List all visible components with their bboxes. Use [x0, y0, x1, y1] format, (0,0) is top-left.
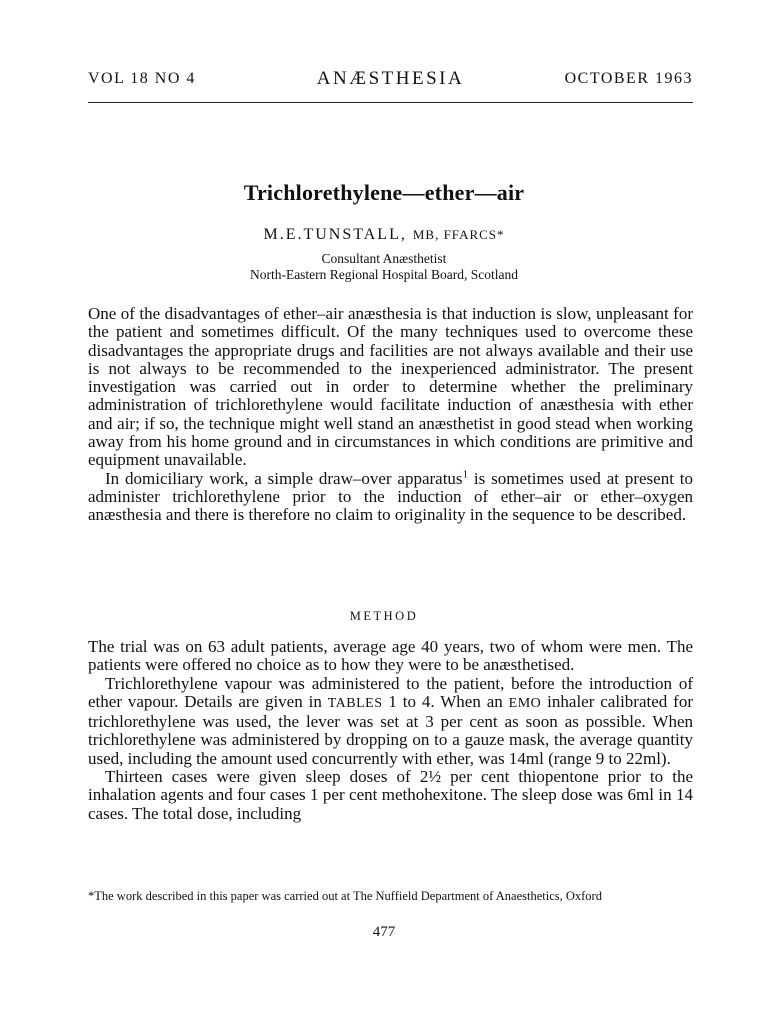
author-position: Consultant Anæsthetist — [321, 251, 447, 266]
author-degrees: MB, FFARCS* — [412, 227, 505, 242]
issue-date: OCTOBER 1963 — [564, 70, 693, 87]
intro-paragraph-2-text-a: In domiciliary work, a simple draw–over apparatus — [105, 468, 463, 488]
section-heading-method: METHOD — [349, 609, 419, 623]
intro-paragraph-1: One of the disadvantages of ether–air anæsthesia is that induction is slow, unpleasant for the patient and sometimes difficult. Of the many techniques used to overcome these disadvantages the appropriate drugs and facilities are not always available and their use is not always to be recommended to the inexperienced administrator. The present investigation was carried out in order to determine whether the preliminary administration of trichlorethylene would facilitate induction of anæsthesia with ether and air; if so, the technique might well stand an anæsthetist in good stead when working away from his home ground and in circumstances in which conditions are primitive and equipment unavailable. — [88, 304, 693, 470]
method-paragraph-3: Thirteen cases were given sleep doses of 2½ per cent thiopentone prior to the inhalation agents and four cases 1 per cent methohexitone. The sleep dose was 6ml in 14 cases. The total dose, including — [88, 767, 693, 823]
method-section — [88, 638, 693, 823]
page-number: 477 — [372, 924, 396, 940]
author-line — [0, 226, 768, 244]
reference-mark: 1 — [462, 468, 469, 481]
method-paragraph-2-text-b: 1 to 4. When an — [382, 691, 509, 711]
header-rule — [88, 102, 693, 103]
author-name: M.E.TUNSTALL, — [263, 226, 407, 243]
intro-paragraph-2 — [88, 470, 693, 525]
method-paragraph-1: The trial was on 63 adult patients, average age 40 years, two of whom were men. The patients were offered no choice as to how they were to be anæsthetised. — [88, 637, 693, 675]
tables-ref: TABLES — [327, 695, 383, 711]
article-title: Trichlorethylene—ether—air — [243, 180, 525, 205]
emo-term: EMO — [508, 695, 542, 711]
running-head — [88, 68, 693, 92]
method-paragraph-2-text-a: Trichlorethylene vapour was administered to the patient, before the introduction of ether vapour. Details are given in — [88, 673, 693, 711]
author-institution: North-Eastern Regional Hospital Board, Scotland — [249, 267, 519, 282]
method-paragraph-2-text-c: inhaler calibrated for trichlorethylene was used, the lever was set at 3 per cent as soon as possible. When trichlorethylene was administered by dropping on to a gauze mask, the average quantity used, including the amount used concurrently with ether, was 14ml (range 9 to 22ml). — [88, 691, 693, 768]
introduction — [88, 305, 693, 525]
volume-issue: VOL 18 NO 4 — [88, 70, 196, 87]
intro-paragraph-2-text-b: is sometimes used at present to administer trichlorethylene prior to the induction of ether–air or ether–oxygen anæsthesia and there is therefore no claim to originality in the sequence to be described. — [88, 468, 693, 525]
journal-name: ANÆSTHESIA — [316, 68, 465, 89]
footnote: *The work described in this paper was carried out at The Nuffield Department of Anaesthetics, Oxford — [88, 889, 602, 903]
method-paragraph-2 — [88, 675, 693, 768]
